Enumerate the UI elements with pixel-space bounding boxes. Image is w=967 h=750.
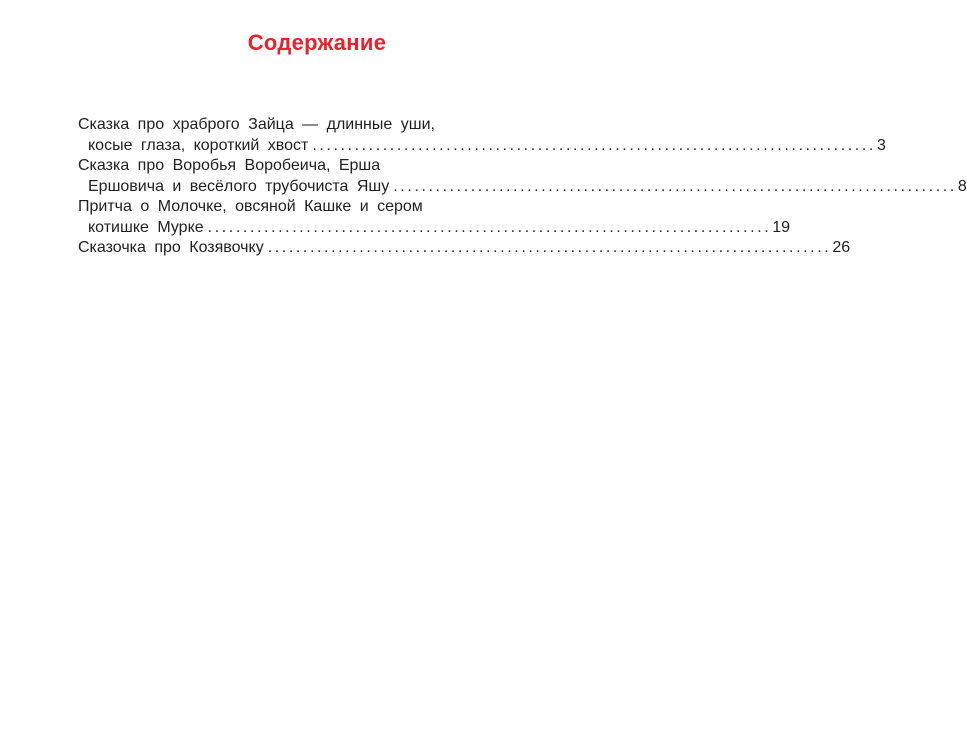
toc-list: [78, 115, 967, 259]
toc-page-number: 3: [876, 136, 886, 154]
toc-entry[interactable]: [78, 156, 967, 197]
toc-entry-title-line: косые глаза, короткий хвост: [88, 136, 309, 154]
toc-entry-title-line: Ершовича и весёлого трубочиста Яшу: [88, 177, 390, 195]
toc-entry-title-line: Сказка про Воробья Воробеича, Ерша: [78, 157, 381, 174]
dot-leader: ................................................................................: [267, 239, 832, 256]
toc-entry-line: [78, 115, 540, 136]
toc-page-number: 26: [832, 239, 851, 256]
toc-entry-title-line: котишке Мурке: [88, 218, 204, 236]
toc-entry[interactable]: [78, 115, 886, 156]
toc-entry-line: [78, 218, 791, 239]
dot-leader: ................................................................................: [312, 136, 876, 154]
toc-entry-line: [78, 197, 540, 218]
toc-entry-line: [78, 177, 967, 198]
toc-entry-title-line: Сказка про храброго Зайца — длинные уши,: [78, 116, 435, 133]
toc-entry-title-line: Притча о Молочке, овсяной Кашке и сером: [78, 198, 423, 215]
toc-entry-title-line: Сказочка про Козявочку: [78, 239, 264, 256]
toc-entry-line: [78, 136, 886, 157]
toc-entry[interactable]: [78, 197, 791, 238]
toc-entry[interactable]: [78, 238, 851, 259]
toc-page-number: 19: [772, 218, 791, 236]
toc-entry-line: [78, 238, 851, 259]
dot-leader: ................................................................................: [393, 177, 957, 195]
toc-entry-line: [78, 156, 540, 177]
toc-page-number: 8: [957, 177, 967, 195]
dot-leader: ................................................................................: [207, 218, 772, 236]
toc-title: Содержание: [247, 30, 387, 55]
